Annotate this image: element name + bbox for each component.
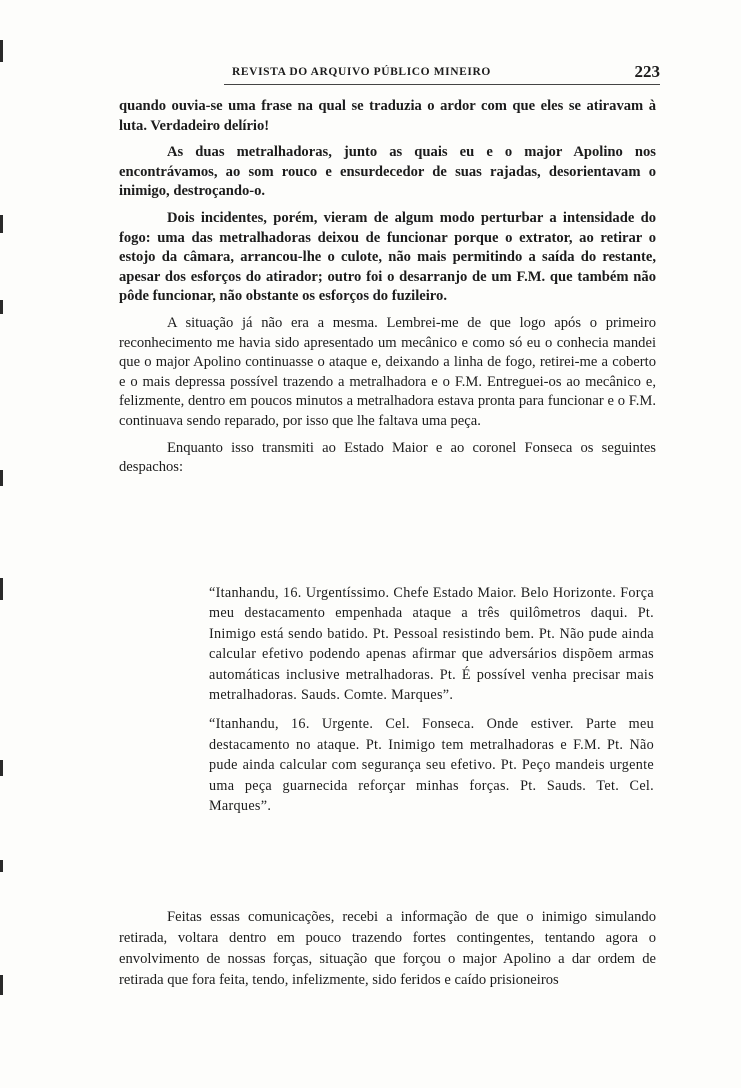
binding-edge-mark: [0, 578, 3, 600]
closing-text: [119, 907, 656, 998]
page-number: 223: [634, 62, 660, 81]
paragraph: quando ouvia-se uma frase na qual se traduzia o ardor com que eles se atiravam à luta. Verdadeiro delírio!: [119, 98, 656, 134]
running-title: REVISTA DO ARQUIVO PÚBLICO MINEIRO: [232, 66, 491, 78]
paragraph: Feitas essas comunicações, recebi a informação de que o inimigo simulando retirada, voltara dentro em pouco trazendo fortes contingentes, tentando agora o envolvimento de nossas forças, situação que forçou o major Apolino a dar ordem de retirada que fora feita, tendo, infelizmente, sido feridos e caído prisioneiros: [119, 909, 656, 988]
dispatch-quote: “Itanhandu, 16. Urgentíssimo. Chefe Estado Maior. Belo Horizonte. Força meu destacamento empenhada ataque a três quilômetros daqui. Pt. Inimigo está sendo batido. Pt. Pessoal resistindo bem. Pt. Não pude ainda calcular efetivo podendo apenas afirmar que adversários dispõem armas automáticas inclusive metralhadoras. Pt. É possível venha precisar mais metralhadoras. Sauds. Comte. Marques”.: [209, 585, 654, 704]
header-rule: [224, 84, 660, 85]
paragraph: Dois incidentes, porém, vieram de algum modo perturbar a intensidade do fogo: uma das metralhadoras deixou de funcionar porque o extrator, ao retirar o estojo da câmara, arrancou-lhe o culote, não mais permitindo a saída do restante, apesar dos esforços do atirador; outro foi o desarranjo de um F.M. que também não pôde funcionar, não obstante os esforços do fuzileiro.: [119, 209, 656, 305]
paragraph: A situação já não era a mesma. Lembrei-me de que logo após o primeiro reconhecimento me havia sido apresentado um mecânico e como só eu o conhecia mandei que o major Apolino continuasse o ataque e, deixando a linha de fogo, retirei-me a coberto e o mais depressa possível trazendo a metralhadora e o F.M. Entreguei-os ao mecânico e, felizmente, dentro em poucos minutos a metralhadora estava pronta para funcionar e o F.M. continuava sendo reparado, por isso que lhe faltava uma peça.: [119, 314, 656, 429]
paragraph: As duas metralhadoras, junto as quais eu e o major Apolino nos encontrávamos, ao som rouco e ensurdecedor de suas rajadas, desorientavam o inimigo, destroçando-o.: [119, 144, 656, 200]
dispatch-quotes: [209, 583, 654, 825]
binding-edge-mark: [0, 975, 3, 995]
page-header: [232, 62, 660, 84]
binding-edge-mark: [0, 860, 3, 872]
dispatch-quote: “Itanhandu, 16. Urgente. Cel. Fonseca. Onde estiver. Parte meu destacamento no ataque. Pt. Inimigo tem metralhadoras e F.M. Pt. Não pude ainda calcular com segurança seu efetivo. Pt. Peço mandeis urgente uma peça guarnecida reforçar minhas forças. Pt. Sauds. Tet. Cel. Marques”.: [209, 716, 654, 815]
binding-edge-mark: [0, 760, 3, 776]
binding-edge-mark: [0, 215, 3, 233]
binding-edge-mark: [0, 470, 3, 486]
binding-edge-mark: [0, 300, 3, 314]
body-text: [119, 97, 656, 485]
paragraph: Enquanto isso transmiti ao Estado Maior e ao coronel Fonseca os seguintes despachos:: [119, 439, 656, 476]
binding-edge-mark: [0, 40, 3, 62]
